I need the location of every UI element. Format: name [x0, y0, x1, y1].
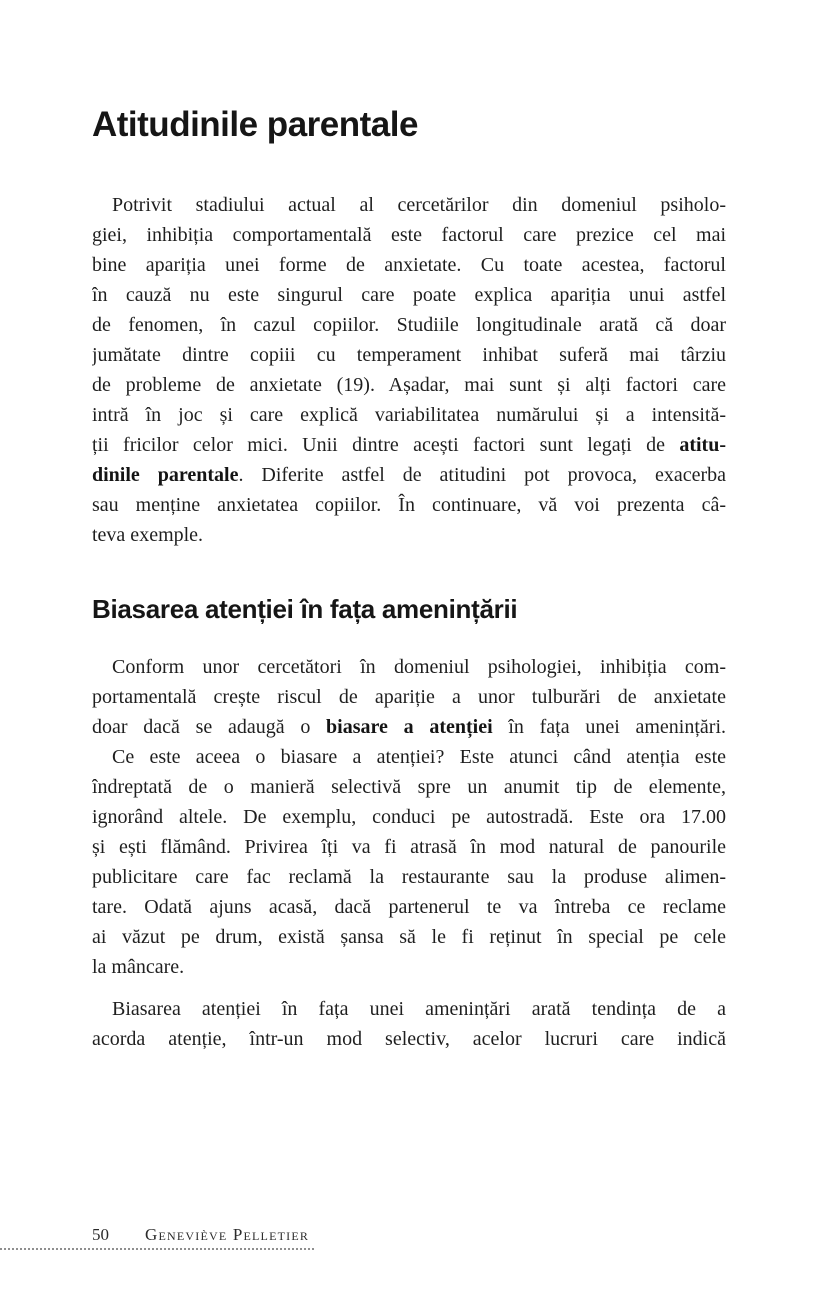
text-segment: de fenomen, în cazul copiilor. Studiile longitudinale arată că doar: [92, 314, 726, 336]
text-segment: la mâncare.: [92, 956, 185, 978]
text-segment: doar dacă se adaugă o: [92, 716, 327, 738]
text-segment: ai văzut pe drum, există șansa să le fi reținut în special pe cele: [92, 926, 726, 948]
book-page: [0, 106, 818, 1306]
bold-text-segment: biasare a atenției: [326, 716, 493, 738]
text-segment: de probleme de anxietate (19). Așadar, mai sunt și alți factori care: [92, 374, 726, 396]
text-line: [92, 280, 726, 310]
text-segment: Potrivit stadiului actual al cercetărilor din domeniul psiholo-: [112, 194, 726, 216]
text-line: [92, 652, 726, 682]
text-segment: giei, inhibiția comportamentală este factorul care prezice cel mai: [92, 224, 726, 246]
text-line: [92, 892, 726, 922]
text-segment: tare. Odată ajuns acasă, dacă partenerul te va întreba ce reclame: [92, 896, 726, 918]
text-line: [92, 832, 726, 862]
text-segment: intră în joc și care explică variabilitatea numărului și a intensită-: [92, 404, 726, 426]
page-footer: [92, 1225, 309, 1245]
text-line: [92, 250, 726, 280]
text-line: [92, 952, 726, 982]
text-segment: teva exemple.: [92, 524, 204, 546]
text-segment: ții fricilor celor mici. Unii dintre acești factori sunt legați de: [92, 434, 680, 456]
text-segment: Conform unor cercetători în domeniul psihologiei, inhibiția com-: [112, 656, 726, 678]
text-line: [92, 490, 726, 520]
bold-text-segment: dinile parentale: [92, 464, 239, 486]
text-segment: îndreptată de o manieră selectivă spre un anumit tip de elemente,: [92, 776, 726, 798]
page-content: [92, 106, 726, 1054]
text-line: [92, 742, 726, 772]
chapter-heading: Atitudinile parentale: [92, 105, 418, 144]
paragraph: [92, 652, 726, 742]
text-segment: jumătate dintre copiii cu temperament inhibat suferă mai târziu: [92, 344, 726, 366]
text-line: [92, 400, 726, 430]
text-line: [92, 190, 726, 220]
bold-text-segment: atitu-: [679, 434, 726, 456]
footer-dotted-rule: [0, 1248, 314, 1250]
paragraph: [92, 742, 726, 982]
text-line: [92, 460, 726, 490]
text-line: [92, 1024, 726, 1054]
text-line: [92, 520, 726, 550]
text-line: [92, 340, 726, 370]
text-line: [92, 994, 726, 1024]
text-line: [92, 310, 726, 340]
paragraph: [92, 190, 726, 550]
text-line: [92, 370, 726, 400]
text-segment: . Diferite astfel de atitudini pot provoca, exacerba: [238, 464, 726, 486]
paragraph: [92, 994, 726, 1054]
text-line: [92, 682, 726, 712]
text-segment: portamentală crește riscul de apariție a unor tulburări de anxietate: [92, 686, 726, 708]
text-line: [92, 220, 726, 250]
text-line: [92, 430, 726, 460]
text-segment: acorda atenție, într-un mod selectiv, acelor lucruri care indică: [92, 1028, 726, 1050]
text-segment: bine apariția unei forme de anxietate. Cu toate acestea, factorul: [92, 254, 726, 276]
text-segment: Biasarea atenției în fața unei amenințări arată tendința de a: [112, 998, 726, 1020]
text-line: [92, 712, 726, 742]
text-segment: publicitare care fac reclamă la restaurante sau la produse alimen-: [92, 866, 726, 888]
section-heading: Biasarea atenției în fața amenințării: [92, 594, 518, 624]
text-segment: sau menține anxietatea copiilor. În continuare, vă voi prezenta câ-: [92, 494, 726, 516]
page-number: 50: [92, 1225, 109, 1244]
text-line: [92, 862, 726, 892]
text-segment: Ce este aceea o biasare a atenției? Este atunci când atenția este: [112, 746, 726, 768]
text-line: [92, 772, 726, 802]
text-line: [92, 922, 726, 952]
text-segment: ignorând altele. De exemplu, conduci pe autostradă. Este ora 17.00: [92, 806, 726, 828]
text-line: [92, 802, 726, 832]
running-head-author: Geneviève Pelletier: [145, 1225, 310, 1244]
text-segment: și ești flămând. Privirea îți va fi atrasă în mod natural de panourile: [92, 836, 726, 858]
text-segment: în fața unei amenințări.: [492, 716, 726, 738]
text-segment: în cauză nu este singurul care poate explica apariția unui astfel: [92, 284, 726, 306]
